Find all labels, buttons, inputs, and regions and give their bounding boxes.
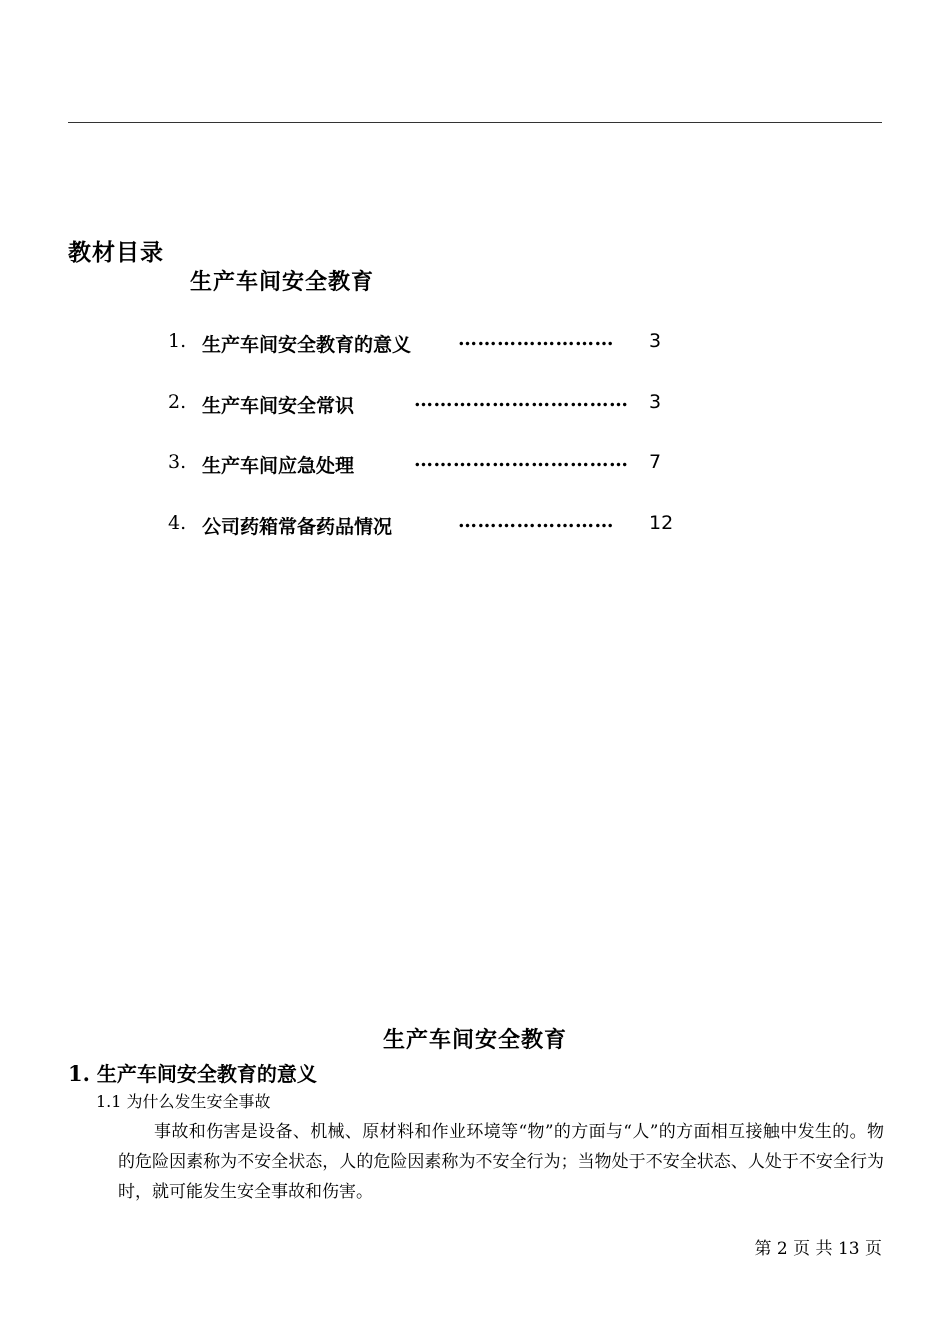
- toc-entry-page: 12: [649, 512, 674, 534]
- toc-subtitle: 生产车间安全教育: [190, 270, 375, 295]
- toc-entry-page: 7: [649, 451, 662, 473]
- toc-entry-leader: ……………………………: [414, 449, 629, 471]
- toc-entry-number: 3.: [168, 451, 187, 473]
- toc-entry-leader: ……………………: [458, 328, 614, 350]
- toc-entry-leader: ……………………………: [414, 389, 629, 411]
- header-rule: [68, 122, 882, 123]
- toc-heading: 教材目录: [68, 240, 164, 266]
- toc-entry-number: 4.: [168, 512, 187, 534]
- heading-1-text: 生产车间安全教育的意义: [96, 1062, 317, 1086]
- toc-entry-label: 生产车间安全常识: [202, 395, 355, 417]
- heading-2: 1.1 为什么发生安全事故: [96, 1092, 271, 1111]
- toc-entry-label: 生产车间安全教育的意义: [202, 334, 412, 356]
- toc-entry-number: 1.: [168, 330, 187, 352]
- page-footer: 第 2 页 共 13 页: [754, 1239, 882, 1259]
- body-paragraph: 事故和伤害是设备、机械、原材料和作业环境等“物”的方面与“人”的方面相互接触中发生的。物的危险因素称为不安全状态，人的危险因素称为不安全行为；当物处于不安全状态、人处于不安全行为时，就可能发生安全事故和伤害。: [118, 1122, 884, 1202]
- toc-entry-label: 生产车间应急处理: [202, 455, 355, 477]
- toc-entry-label: 公司药箱常备药品情况: [202, 516, 393, 538]
- heading-1-number: 1.: [68, 1061, 90, 1086]
- toc-entry-page: 3: [649, 391, 662, 413]
- toc-entry-number: 2.: [168, 391, 187, 413]
- heading-1: [68, 1058, 317, 1087]
- toc-entry-page: 3: [649, 330, 662, 352]
- section-title: 生产车间安全教育: [382, 1028, 567, 1053]
- toc-entry-leader: ……………………: [458, 510, 614, 532]
